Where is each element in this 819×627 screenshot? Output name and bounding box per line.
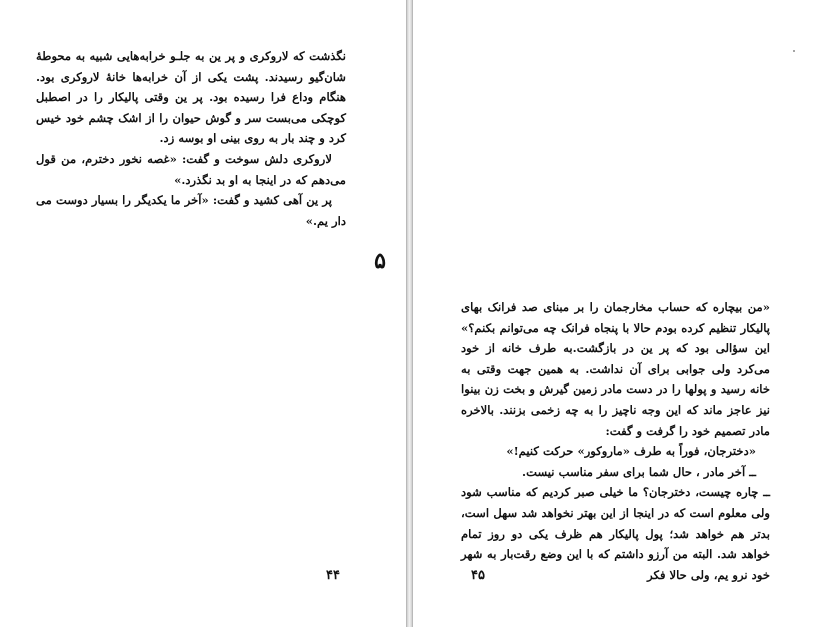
- right-paragraph-2: «دخترجان، فوراً به طرف «ماروکور» حرکت کنیم!»: [506, 444, 756, 459]
- right-page: [374, 0, 819, 627]
- right-page-text: [461, 297, 770, 585]
- right-paragraph-4: ــ چاره چیست، دخترجان؟ ما خیلی صبر کردیم که مناسب شود ولی معلوم است که در اینجا از این بهتر نخواهد شد سهل است، بدتر هم خواهد شد؛ پول پالیکار هم ظرف یکی دو روز تمام خواهد شد. البته من آرزو داشتم که با این وضع رقت‌بار به شهر خود نرو یم، ولی حالا فکر: [461, 485, 770, 582]
- right-paragraph-1: «من بیچاره که حساب مخارجمان را بر مبنای صد فرانک بهای پالیکار تنظیم کرده بودم حالا با پنجاه فرانک چه می‌توانم بکنم؟» این سؤالی بود که پر ین در بازگشت.به طرف خانه از خود می‌کرد ولی جوابی برای آن نداشت. به همین جهت وقتی به خانه رسید و پولها را در دست مادر زمین گیرش و بخت زن بینوا نیز عاجز ماند که این وجه ناچیز را به چه زخمی بزنند. بالاخره مادر تصمیم خود را گرفت و گفت:: [461, 300, 770, 438]
- left-page-number: ۴۴: [326, 568, 340, 583]
- left-page-text: [36, 46, 346, 231]
- left-paragraph-2: لاروکری دلش سوخت و گفت: «غصه نخور دخترم، من قول می‌دهم که در اینجا به او بد نگذرد.»: [36, 151, 346, 187]
- left-paragraph-3: پر ین آهی کشید و گفت: «آخر ما یکدیگر را بسیار دوست می دار یم.»: [36, 193, 346, 228]
- left-paragraph-1: نگذشت که لاروکری و پر ین به جلـو خرابه‌هایی شبیه به محوطهٔ شان‌گیو رسیدند. پشت یکی از آن خرابه‌ها خانهٔ لاروکری بود. هنگام وداع فرا رسیده بود. پر ین وقتی پالیکار را در اصطبل کوچکی می‌بست سر و گوش حیوان را از اشک چشم خود خیس کرد و چند بار به روی بینی او بوسه زد.: [36, 49, 346, 146]
- chapter-number: ۵: [374, 248, 386, 274]
- right-page-number: ۴۵: [471, 568, 485, 583]
- left-page: [0, 0, 407, 627]
- scan-dot-mark: [793, 50, 795, 52]
- right-paragraph-3: ــ آخر مادر ، حال شما برای سفر مناسب نیست.: [522, 464, 756, 479]
